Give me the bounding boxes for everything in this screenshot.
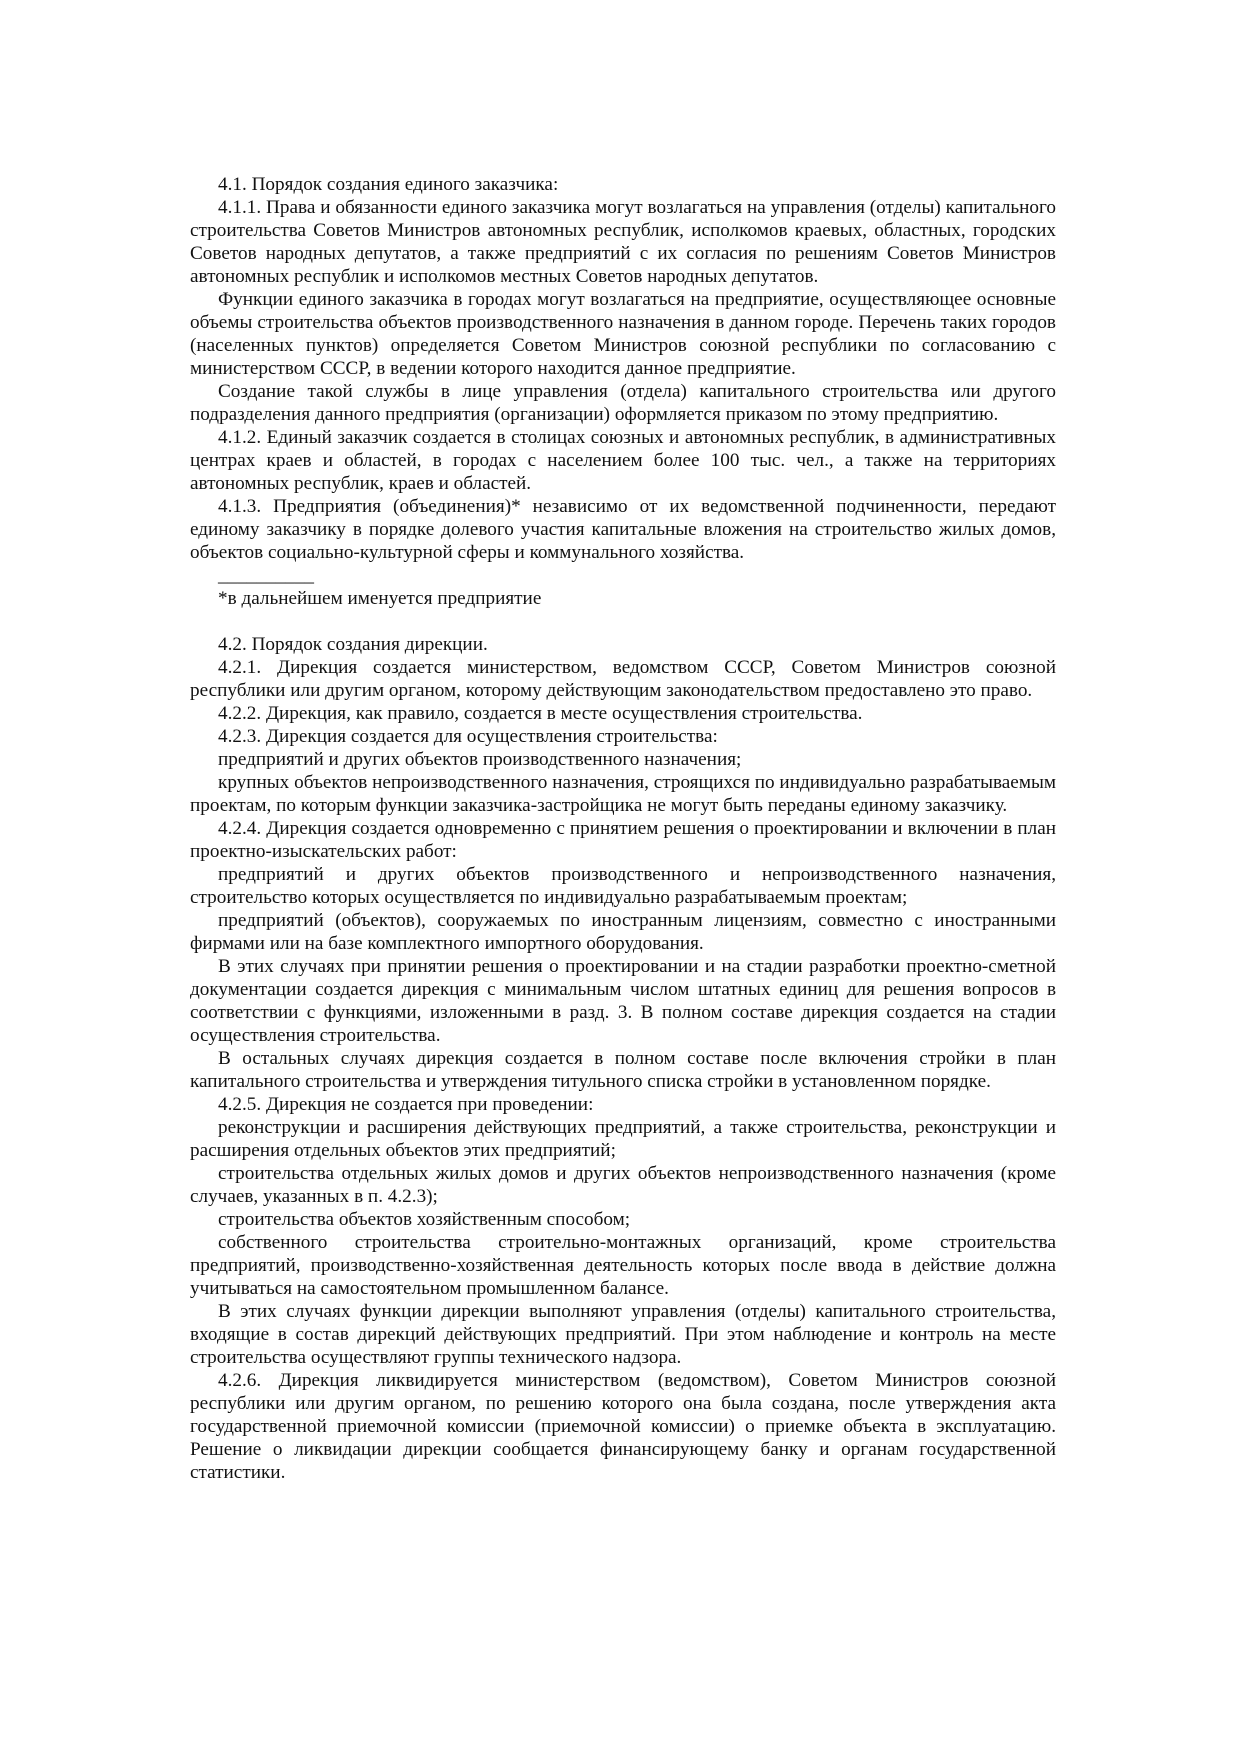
clause-4-2-2: 4.2.2. Дирекция, как правило, создается в месте осуществления строительства. — [218, 703, 863, 724]
list-item-economic-method: строительства объектов хозяйственным способом; — [218, 1209, 631, 1230]
list-item-reconstruction: реконструкции и расширения действующих предприятий, а также строительства, реконструкции и расширения отдельных объектов этих предприятий; — [190, 1117, 1056, 1161]
paragraph-directorate-functions: В этих случаях функции дирекции выполняют управления (отделы) капитального строительства, входящие в состав дирекций действующих предприятий. При этом наблюдение и контроль на месте строительства осуществляют группы технического надзора. — [190, 1301, 1056, 1368]
footnote-separator: __________ — [218, 565, 314, 586]
document-page — [190, 173, 1056, 1484]
list-item-individual-projects: предприятий и других объектов производственного и непроизводственного назначения, строительство которых осуществляется по индивидуально разрабатываемым проектам; — [190, 864, 1056, 908]
section-4-2-heading: 4.2. Порядок создания дирекции. — [218, 634, 488, 655]
clause-4-2-4: 4.2.4. Дирекция создается одновременно с принятием решения о проектировании и включении в план проектно-изыскательских работ: — [190, 818, 1056, 862]
list-item-production-objects: предприятий и других объектов производственного назначения; — [218, 749, 742, 770]
paragraph-other-cases: В остальных случаях дирекция создается в полном составе после включения стройки в план капитального строительства и утверждения титульного списка стройки в установленном порядке. — [190, 1048, 1056, 1092]
list-item-large-objects: крупных объектов непроизводственного назначения, строящихся по индивидуально разрабатываемым проектам, по которым функции заказчика-застройщика не могут быть переданы единому заказчику. — [190, 772, 1056, 816]
section-spacer — [190, 610, 1056, 633]
section-4-1-heading: 4.1. Порядок создания единого заказчика: — [218, 174, 559, 195]
footnote-text: *в дальнейшем именуется предприятие — [218, 588, 542, 609]
list-item-own-construction: собственного строительства строительно-монтажных организаций, кроме строительства предприятий, производственно-хозяйственная деятельность которых после ввода в действие должна учитываться на самостоятельном промышленном балансе. — [190, 1232, 1056, 1299]
clause-4-2-3: 4.2.3. Дирекция создается для осуществления строительства: — [218, 726, 718, 747]
list-item-residential: строительства отдельных жилых домов и других объектов непроизводственного назначения (кроме случаев, указанных в п. 4.2.3); — [190, 1163, 1056, 1207]
clause-4-1-2: 4.1.2. Единый заказчик создается в столицах союзных и автономных республик, в административных центрах краев и областей, в городах с населением более 100 тыс. чел., а также на территориях автономных республик, краев и областей. — [190, 427, 1056, 494]
clause-4-1-1: 4.1.1. Права и обязанности единого заказчика могут возлагаться на управления (отделы) капитального строительства Советов Министров автономных республик, исполкомов краевых, областных, городских Советов народных депутатов, а также предприятий с их согласия по решениям Советов Министров автономных республик и исполкомов местных Советов народных депутатов. — [190, 197, 1056, 287]
paragraph-city-functions: Функции единого заказчика в городах могут возлагаться на предприятие, осуществляющее основные объемы строительства объектов производственного назначения в данном городе. Перечень таких городов (населенных пунктов) определяется Советом Министров союзной республики по согласованию с министерством СССР, в ведении которого находится данное предприятие. — [190, 289, 1056, 379]
paragraph-service-creation: Создание такой службы в лице управления (отдела) капитального строительства или другого подразделения данного предприятия (организации) оформляется приказом по этому предприятию. — [190, 381, 1056, 425]
clause-4-2-1: 4.2.1. Дирекция создается министерством, ведомством СССР, Советом Министров союзной республики или другим органом, которому действующим законодательством предоставлено это право. — [190, 657, 1056, 701]
paragraph-design-stage: В этих случаях при принятии решения о проектировании и на стадии разработки проектно-сметной документации создается дирекция с минимальным числом штатных единиц для решения вопросов в соответствии с функциями, изложенными в разд. 3. В полном составе дирекция создается на стадии осуществления строительства. — [190, 956, 1056, 1046]
clause-4-2-6: 4.2.6. Дирекция ликвидируется министерством (ведомством), Советом Министров союзной республики или другим органом, по решению которого она была создана, после утверждения акта государственной приемочной комиссии (приемочной комиссии) о приемке объекта в эксплуатацию. Решение о ликвидации дирекции сообщается финансирующему банку и органам государственной статистики. — [190, 1370, 1056, 1483]
list-item-foreign-licenses: предприятий (объектов), сооружаемых по иностранным лицензиям, совместно с иностранными фирмами или на базе комплектного импортного оборудования. — [190, 910, 1056, 954]
clause-4-1-3: 4.1.3. Предприятия (объединения)* независимо от их ведомственной подчиненности, передают единому заказчику в порядке долевого участия капитальные вложения на строительство жилых домов, объектов социально-культурной сферы и коммунального хозяйства. — [190, 496, 1056, 563]
clause-4-2-5: 4.2.5. Дирекция не создается при проведении: — [218, 1094, 594, 1115]
